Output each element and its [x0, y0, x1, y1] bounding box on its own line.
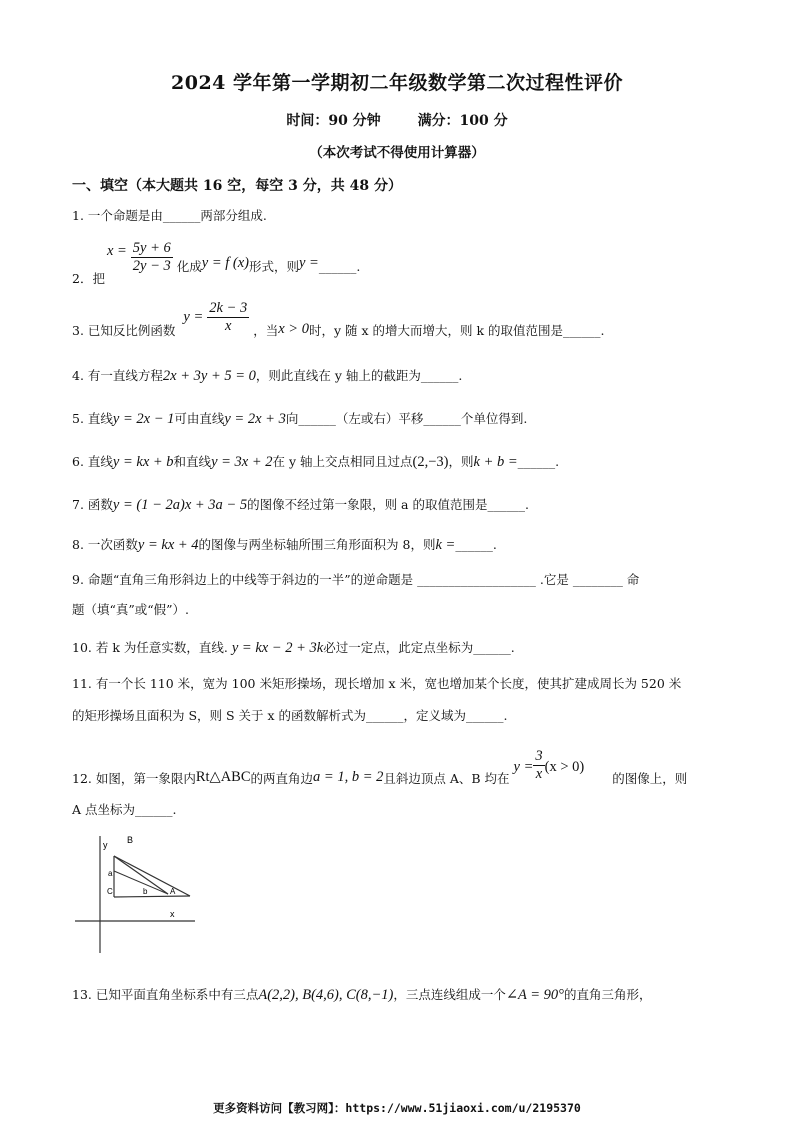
question-5: 5. 直线y = 2x − 1可由直线y = 2x + 3向______（左或右）平移______个单位得到. — [72, 411, 528, 427]
fraction: $\frac{3}{x}$ — [535, 748, 543, 782]
question-3: 3. 已知反比例函数 y = $\frac{2k - 3}{x}$ ，当x > 0时，y 随 x 的增大而增大，则 k 的取值范围是______. — [72, 300, 605, 338]
question-12-line-2: A 点坐标为______. — [72, 802, 177, 817]
footer-link[interactable]: 更多资料访问【教习网】：https://www.51jiaoxi.com/u/2195370 — [213, 1101, 581, 1115]
exam-meta — [0, 110, 794, 130]
exam-time: 时间：90 分钟 — [286, 113, 381, 129]
fraction: $\frac{2k - 3}{x}$ — [209, 300, 248, 334]
fraction: $\frac{5y + 6}{2y - 3}$ — [132, 240, 171, 274]
exam-note: （本次考试不得使用计算器） — [309, 145, 485, 161]
exam-score: 满分：100 分 — [417, 113, 508, 129]
triangle-figure — [70, 828, 200, 962]
question-13: 13. 已知平面直角坐标系中有三点A(2,2), B(4,6), C(8,−1)，三点连线组成一个∠A = 90°的直角三角形， — [72, 987, 652, 1003]
section-heading: 一、填空（本大题共 16 空，每空 3 分，共 48 分） — [72, 178, 402, 194]
question-4: 4. 有一直线方程2x + 3y + 5 = 0，则此直线在 y 轴上的截距为______. — [72, 368, 463, 384]
question-11-line-2: 的矩形操场且面积为 S，则 S 关于 x 的函数解析式为______，定义域为______. — [72, 708, 508, 723]
question-1: 1. 一个命题是由______两部分组成. — [72, 208, 267, 223]
question-12: 12. 如图，第一象限内Rt△ABC的两直角边a = 1, b = 2且斜边顶点 A、B 均在 y = $\frac{3}{x}$ (x > 0) 的图像上，则 — [72, 748, 688, 786]
fig-label-b: b — [143, 887, 148, 896]
question-11-line-1: 11. 有一个长 110 米，宽为 100 米矩形操场，现长增加 x 米，宽也增加某个长度，使其扩建成周长为 520 米 — [72, 676, 682, 691]
page-title: 2024 学年第一学期初二年级数学第二次过程性评价 — [171, 72, 623, 94]
fig-label-a: a — [108, 869, 113, 878]
question-10: 10. 若 k 为任意实数，直线. y = kx − 2 + 3k必过一定点，此定点坐标为______. — [72, 640, 515, 656]
fig-label-x: x — [170, 909, 175, 919]
question-2: 2．把 x = $\frac{5y + 6}{2y - 3}$ 化成y = f (x)形式，则y =______. — [72, 240, 361, 286]
question-9-line-2: 题（填“真”或“假”）. — [72, 602, 190, 617]
fig-label-y: y — [103, 840, 108, 850]
triangle-figure-svg — [70, 828, 200, 958]
fig-label-C: C — [107, 887, 113, 896]
question-7: 7. 函数y = (1 − 2a)x + 3a − 5的图像不经过第一象限，则 a 的取值范围是______. — [72, 497, 529, 513]
question-6: 6. 直线y = kx + b和直线y = 3x + 2在 y 轴上交点相同且过点(2,−3)，则k + b =______. — [72, 454, 560, 470]
question-9-line-1: 9. 命题“直角三角形斜边上的中线等于斜边的一半”的逆命题是 ___________________ .它是 ________ 命 — [72, 572, 640, 587]
fig-label-A: A — [170, 887, 176, 896]
question-8: 8. 一次函数y = kx + 4的图像与两坐标轴所围三角形面积为 8，则k =______. — [72, 537, 497, 553]
fig-label-B: B — [127, 835, 134, 845]
